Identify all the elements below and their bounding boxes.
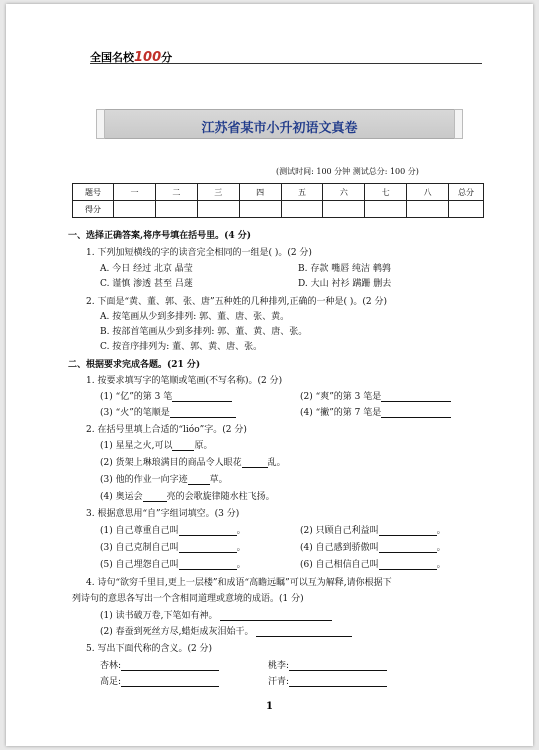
answer-blank[interactable]: [121, 677, 219, 687]
s2-question-2: 2. 在括号里填上合适的“lióo”字。(2 分): [86, 425, 247, 435]
answer-blank[interactable]: [379, 526, 437, 536]
answer-blank[interactable]: [220, 611, 332, 621]
s1-question-1: 1. 下列加短横线的字的读音完全相同的一组是( )。(2 分): [86, 248, 312, 258]
answer-blank[interactable]: [289, 661, 387, 671]
s2-q1-item-2: (2) “爽”的第 3 笔是: [300, 389, 451, 402]
exam-page: [6, 4, 533, 746]
score-table-header-row: [73, 184, 484, 201]
brand-text: 全国名校: [90, 51, 134, 64]
answer-blank[interactable]: [172, 441, 194, 451]
s2-q3-item-2: (2) 只顾自己利益叫 。: [300, 526, 446, 536]
s2-q4-item-1: (1) 读书破万卷,下笔如有神。: [100, 608, 332, 621]
answer-blank[interactable]: [179, 543, 237, 553]
score-cell: 得分: [73, 201, 114, 218]
s1-q1-option-c: C. 谨慎 渗透 甚至 吕蒾: [100, 279, 193, 289]
answer-blank[interactable]: [188, 475, 210, 485]
header-rule: [90, 63, 482, 64]
score-cell: 七: [365, 184, 407, 201]
s2-q3-item-6: (6) 自己相信自己叫 。: [300, 560, 446, 570]
score-cell: 六: [323, 184, 365, 201]
s2-question-5: 5. 写出下面代称的含义。(2 分): [86, 644, 213, 654]
s2-question-4-line-2: 列诗句的意思各写出一个含相同道理或意境的成语。(1 分): [72, 594, 304, 604]
score-cell: 一: [114, 184, 156, 201]
s2-q3-item-5: (5) 自己埋怨自己叫 。: [100, 560, 246, 570]
s2-q5-item-3: 高足:: [100, 674, 219, 687]
s2-q1-item-1: (1) “亿”的第 3 笔: [100, 389, 232, 402]
s2-q2-item-4: (4) 奥运会 亮的会歌旋律随水柱飞扬。: [100, 492, 275, 502]
score-cell: 八: [407, 184, 449, 201]
score-input-cell[interactable]: [449, 201, 484, 218]
score-table-score-row: [73, 201, 484, 218]
score-input-cell[interactable]: [407, 201, 449, 218]
s2-q5-item-2: 桃李:: [268, 658, 387, 671]
s2-question-4-line-1: 4. 诗句“欲穷千里目,更上一层楼”和成语“高瞻远瞩”可以互为解释,请你根据下: [86, 578, 392, 588]
s2-q3-item-4: (4) 自己感到骄傲叫 。: [300, 543, 446, 553]
s2-q5-item-4: 汗青:: [268, 674, 387, 687]
answer-blank[interactable]: [379, 560, 437, 570]
brand-suffix: 分: [161, 51, 173, 64]
s2-q1-item-4: (4) “撇”的第 7 笔是: [300, 405, 451, 418]
s2-q2-item-2: (2) 货架上琳琅满目的商品令人眼花 乱。: [100, 458, 286, 468]
answer-blank[interactable]: [179, 560, 237, 570]
title-banner: [96, 109, 463, 139]
answer-blank[interactable]: [381, 392, 451, 402]
section-1-heading: 一、选择正确答案,将序号填在括号里。(4 分): [68, 231, 252, 241]
s1-q1-option-d: D. 大山 衬衫 蹒跚 删去: [298, 279, 392, 289]
score-input-cell[interactable]: [197, 201, 239, 218]
score-table: [72, 183, 484, 218]
s2-q3-item-3: (3) 自己克制自己叫 。: [100, 543, 246, 553]
answer-blank[interactable]: [289, 677, 387, 687]
score-cell: 五: [281, 184, 323, 201]
s1-question-2: 2. 下面是“黄、董、郭、张、唐”五种姓的几种排列,正确的一种是( )。(2 分): [86, 297, 388, 307]
score-input-cell[interactable]: [114, 201, 156, 218]
answer-blank[interactable]: [256, 627, 352, 637]
answer-blank[interactable]: [121, 661, 219, 671]
score-input-cell[interactable]: [155, 201, 197, 218]
section-2-heading: 二、根据要求完成各题。(21 分): [68, 360, 201, 370]
s2-q1-item-3: (3) “火”的笔顺是: [100, 405, 236, 418]
brand-number: 100: [134, 50, 162, 65]
score-cell: 总分: [449, 184, 484, 201]
s2-q2-item-3: (3) 他的作业一向字迹 草。: [100, 475, 228, 485]
answer-blank[interactable]: [242, 458, 268, 468]
s1-q1-option-a: A. 今日 经过 北京 晶莹: [100, 264, 193, 274]
answer-blank[interactable]: [381, 408, 451, 418]
score-cell: 题号: [73, 184, 114, 201]
exam-meta: (测试时间: 100 分钟 测试总分: 100 分): [276, 167, 419, 176]
answer-blank[interactable]: [170, 408, 236, 418]
answer-blank[interactable]: [379, 543, 437, 553]
s1-q2-option-c: C. 按音序排列为: 董、郭、黄、唐、张。: [100, 342, 263, 352]
s2-q5-item-1: 杏林:: [100, 658, 219, 671]
s2-question-1: 1. 按要求填写字的笔顺或笔画(不写名称)。(2 分): [86, 376, 283, 386]
score-input-cell[interactable]: [323, 201, 365, 218]
answer-blank[interactable]: [143, 492, 167, 502]
page-number: 1: [266, 701, 273, 712]
score-cell: 二: [155, 184, 197, 201]
exam-title: 江苏省某市小升初语文真卷: [201, 121, 358, 136]
score-cell: 三: [197, 184, 239, 201]
score-input-cell[interactable]: [365, 201, 407, 218]
answer-blank[interactable]: [172, 392, 232, 402]
score-input-cell[interactable]: [239, 201, 281, 218]
s2-q3-item-1: (1) 自己尊重自己叫 。: [100, 526, 246, 536]
s1-q2-option-b: B. 按部首笔画从少到多排列: 郭、董、黄、唐、张。: [100, 327, 308, 337]
s2-q2-item-1: (1) 星星之火,可以 原。: [100, 441, 213, 451]
s1-q1-option-b: B. 存款 嘴唇 纯洁 鹌鹑: [298, 264, 391, 274]
answer-blank[interactable]: [179, 526, 237, 536]
score-cell: 四: [239, 184, 281, 201]
s2-question-3: 3. 根据意思用“自”字组词填空。(3 分): [86, 509, 240, 519]
score-input-cell[interactable]: [281, 201, 323, 218]
s1-q2-option-a: A. 按笔画从少到多排列: 郭、董、唐、张、黄。: [100, 312, 290, 322]
s2-q4-item-2: (2) 春蚕到死丝方尽,蜡炬成灰泪始干。: [100, 624, 352, 637]
